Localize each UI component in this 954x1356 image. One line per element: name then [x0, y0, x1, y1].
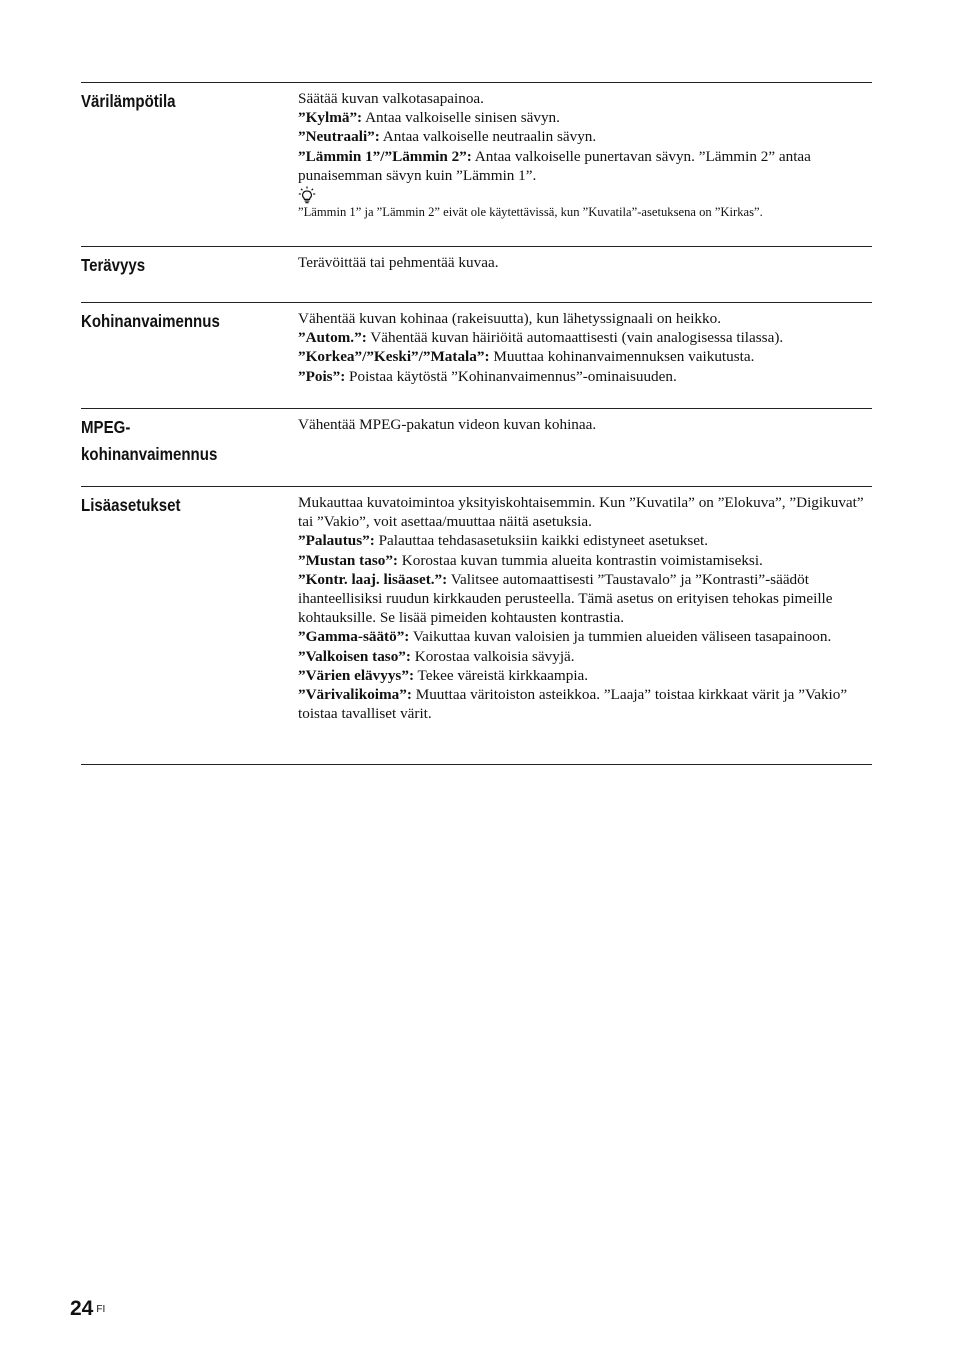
description-line: Mukauttaa kuvatoimintoa yksityiskohtaisemmin. Kun ”Kuvatila” on ”Elokuva”, ”Digikuvat” tai ”Vakio”, voit asettaa/muuttaa näitä asetuksia. — [298, 494, 864, 531]
setting-description — [298, 247, 872, 302]
setting-row-kohinanvaimennus — [81, 302, 872, 408]
setting-term — [81, 409, 268, 486]
page-footer — [70, 1297, 105, 1321]
tip-text: ”Lämmin 1” ja ”Lämmin 2” eivät ole käytettävissä, kun ”Kuvatila”-asetuksena on ”Kirkas”. — [298, 205, 763, 220]
setting-row-lisaasetukset — [81, 486, 872, 765]
description-line: ”Korkea”/”Keski”/”Matala”: Muuttaa kohinanvaimennuksen vaikutusta. — [298, 348, 755, 366]
description-line: ”Lämmin 1”/”Lämmin 2”: Antaa valkoiselle punertavan sävyn. ”Lämmin 2” antaa punaisemman sävyn kuin ”Lämmin 1”. — [298, 147, 811, 184]
description-line: ”Kontr. laaj. lisäaset.”: Valitsee automaattisesti ”Taustavalo” ja ”Kontrasti”-säädöt ihanteellisiksi ruudun kirkkauden perusteella. Tämä asetus on erityisen tehokas pimeille kohtauksille. Se lisää pimeiden kohtausten kontrastia. — [298, 570, 833, 627]
setting-description — [298, 487, 872, 764]
description-line: ”Gamma-säätö”: Vaikuttaa kuvan valoisien ja tummien alueiden väliseen tasapainoon. — [298, 628, 832, 646]
description-line: ”Palautus”: Palauttaa tehdasasetuksiin kaikki edistyneet asetukset. — [298, 532, 708, 550]
description-line: ”Mustan taso”: Korostaa kuvan tummia alueita kontrastin voimistamiseksi. — [298, 551, 763, 569]
description-line: Säätää kuvan valkotasapainoa. — [298, 90, 484, 107]
settings-table — [81, 82, 872, 765]
setting-term-line: kohinanvaimennus — [81, 444, 218, 464]
setting-row-varilampotila — [81, 82, 872, 246]
description-line: ”Kylmä”: Antaa valkoiselle sinisen sävyn. — [298, 109, 560, 127]
description-line: ”Autom.”: Vähentää kuvan häiriöitä automaattisesti (vain analogisessa tilassa). — [298, 329, 784, 347]
page-language: FI — [96, 1304, 106, 1315]
description-line: ”Pois”: Poistaa käytöstä ”Kohinanvaimennus”-ominaisuuden. — [298, 367, 677, 385]
setting-description — [298, 409, 872, 486]
lightbulb-icon — [298, 186, 316, 204]
setting-term: Terävyys — [81, 255, 146, 275]
description-line: ”Värien elävyys”: Tekee väreistä kirkkaampia. — [298, 666, 589, 684]
description-line: ”Neutraali”: Antaa valkoiselle neutraalin sävyn. — [298, 128, 597, 146]
description-line: ”Valkoisen taso”: Korostaa valkoisia sävyjä. — [298, 647, 575, 665]
setting-description — [298, 303, 872, 408]
description-line: Terävöittää tai pehmentää kuvaa. — [298, 254, 499, 271]
description-line: ”Värivalikoima”: Muuttaa väritoiston asteikkoa. ”Laaja” toistaa kirkkaat värit ja ”Vakio” toistaa tavalliset värit. — [298, 686, 848, 723]
description-line: Vähentää MPEG-pakatun videon kuvan kohinaa. — [298, 416, 597, 433]
page-number: 24 — [70, 1297, 94, 1320]
description-line: Vähentää kuvan kohinaa (rakeisuutta), kun lähetyssignaali on heikko. — [298, 310, 722, 327]
setting-term-line: MPEG- — [81, 417, 131, 437]
setting-term: Kohinanvaimennus — [81, 311, 220, 331]
setting-term: Lisäasetukset — [81, 495, 181, 515]
setting-row-mpeg-kohinanvaimennus — [81, 408, 872, 486]
setting-row-teravyys — [81, 246, 872, 302]
setting-term: Värilämpötila — [81, 91, 176, 111]
setting-description — [298, 83, 872, 246]
